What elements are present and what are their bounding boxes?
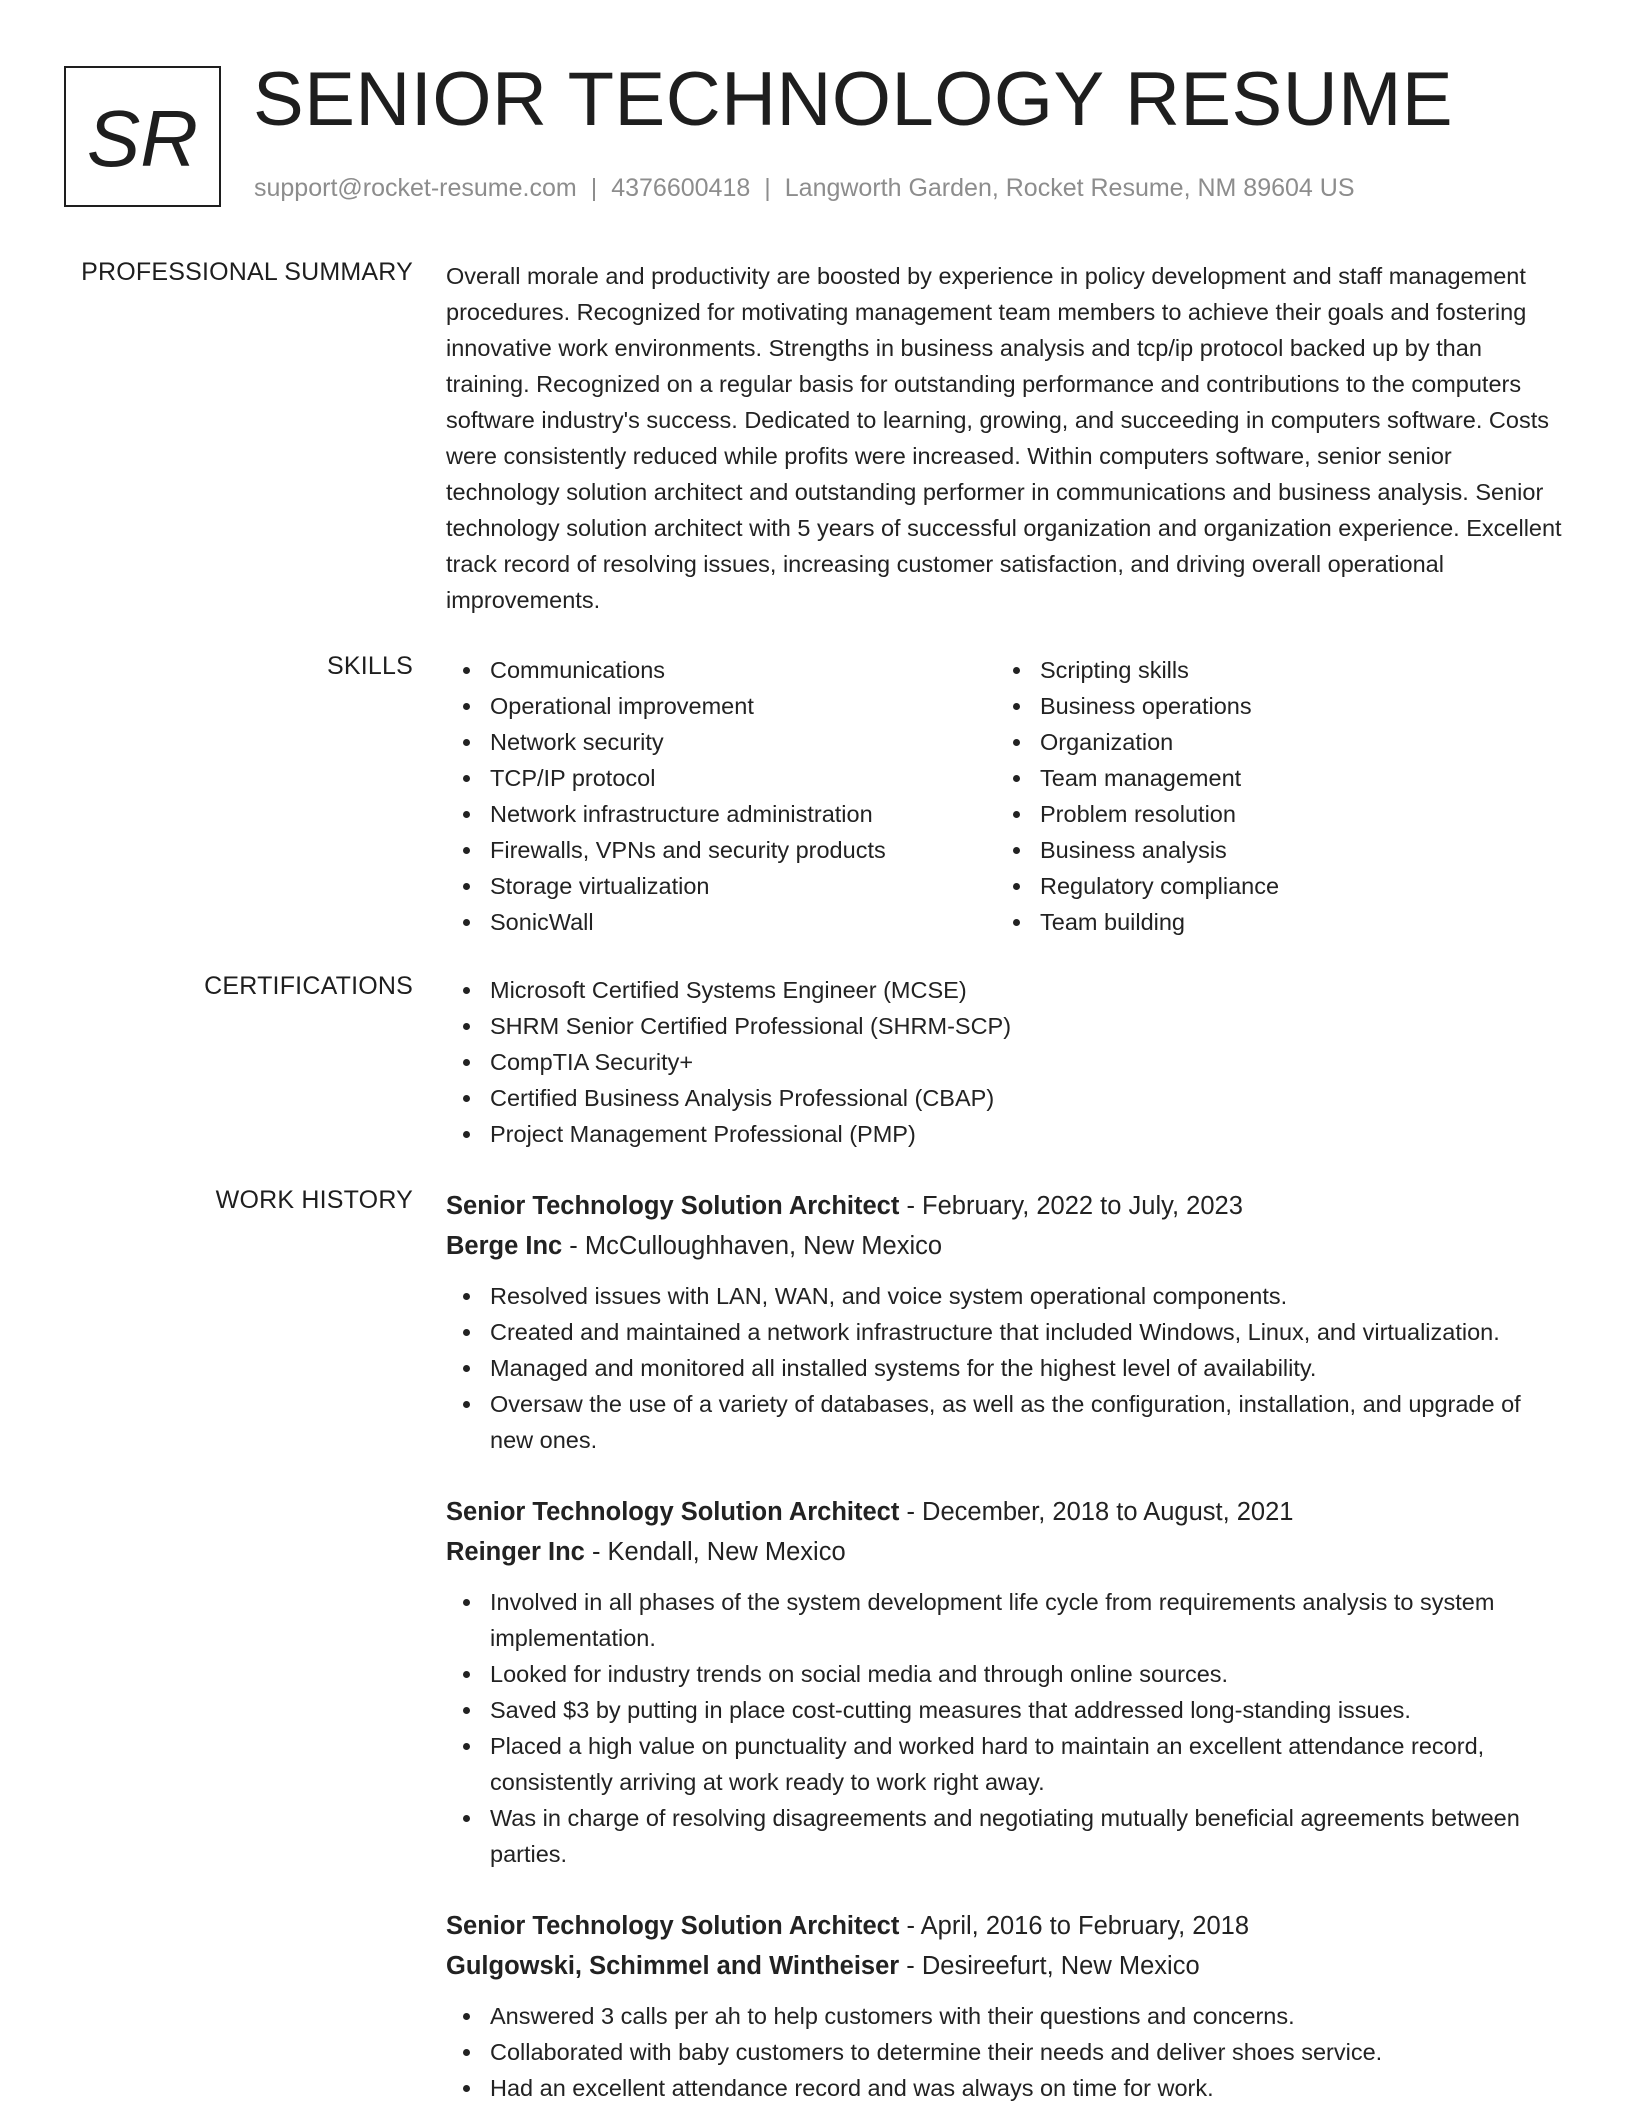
certification-item: SHRM Senior Certified Professional (SHRM-SCP) (446, 1008, 1566, 1044)
job-dates: December, 2018 to August, 2021 (922, 1498, 1294, 1526)
contact-separator: | (764, 174, 771, 202)
skill-item: Team building (996, 904, 1546, 940)
job-title-line: Senior Technology Solution Architect - December, 2018 to August, 2021 (446, 1498, 1294, 1526)
job-role: Senior Technology Solution Architect (446, 1498, 900, 1526)
certifications-list (446, 972, 1566, 1152)
job-bullets (446, 1584, 1566, 1872)
skill-item: Operational improvement (446, 688, 996, 724)
job-bullet: Involved in all phases of the system development life cycle from requirements analysis to system implementation. (446, 1584, 1566, 1656)
section-title-certifications: CERTIFICATIONS (204, 972, 413, 1000)
resume-title: SENIOR TECHNOLOGY RESUME (253, 57, 1454, 142)
job-bullet: Answered 3 calls per ah to help customers with their questions and concerns. (446, 1998, 1566, 2034)
job-company-line: Reinger Inc - Kendall, New Mexico (446, 1538, 846, 1566)
skill-item: Firewalls, VPNs and security products (446, 832, 996, 868)
job-bullet: Collaborated with baby customers to determine their needs and deliver shoes service. (446, 2034, 1566, 2070)
job-location: Desireefurt, New Mexico (921, 1952, 1200, 1980)
job-company-line: Gulgowski, Schimmel and Wintheiser - Desireefurt, New Mexico (446, 1952, 1200, 1980)
summary-text: Overall morale and productivity are boosted by experience in policy development and staff management procedures. Recognized for motivating management team members to achieve their goals and fostering innovative work environments. Strengths in business analysis and tcp/ip protocol backed up by than training. Recognized on a regular basis for outstanding performance and contributions to the computers software industry's success. Dedicated to learning, growing, and succeeding in computers software. Costs were consistently reduced while profits were increased. Within computers software, senior senior technology solution architect and outstanding performer in communications and business analysis. Senior technology solution architect with 5 years of successful organization and organization experience. Excellent track record of resolving issues, increasing customer satisfaction, and driving overall operational improvements. (446, 263, 1562, 613)
job-bullet: Saved $3 by putting in place cost-cutting measures that addressed long-standing issues. (446, 1692, 1566, 1728)
skill-item: Organization (996, 724, 1546, 760)
job-location: McCulloughhaven, New Mexico (584, 1232, 943, 1260)
skill-item: Business analysis (996, 832, 1546, 868)
job-title-line: Senior Technology Solution Architect - April, 2016 to February, 2018 (446, 1912, 1250, 1940)
skill-item: Problem resolution (996, 796, 1546, 832)
contact-separator: | (590, 174, 598, 202)
job-bullet: Resolved issues with LAN, WAN, and voice system operational components. (446, 1278, 1566, 1314)
skill-item: Communications (446, 652, 996, 688)
job-dates: February, 2022 to July, 2023 (922, 1192, 1243, 1220)
skill-item: Storage virtualization (446, 868, 996, 904)
skill-item: Team management (996, 760, 1546, 796)
job-role: Senior Technology Solution Architect (446, 1192, 900, 1220)
job-bullet: Managed and monitored all installed systems for the highest level of availability. (446, 1350, 1566, 1386)
certification-item: Certified Business Analysis Professional (CBAP) (446, 1080, 1566, 1116)
skills-list-right (996, 652, 1546, 940)
job-bullet: Looked for industry trends on social media and through online sources. (446, 1656, 1566, 1692)
job-dates: April, 2016 to February, 2018 (920, 1912, 1250, 1940)
job-bullets (446, 1278, 1566, 1458)
section-title-skills: SKILLS (327, 652, 413, 680)
skill-item: Regulatory compliance (996, 868, 1546, 904)
contact-address: Langworth Garden, Rocket Resume, NM 89604 US (784, 174, 1355, 202)
certification-item: Project Management Professional (PMP) (446, 1116, 1566, 1152)
job-company: Berge Inc (446, 1232, 563, 1260)
job-role: Senior Technology Solution Architect (446, 1912, 900, 1940)
section-title-work-history: WORK HISTORY (215, 1186, 413, 1214)
monogram-box (64, 66, 221, 207)
job-company: Gulgowski, Schimmel and Wintheiser (446, 1952, 900, 1980)
job-bullet: Had an excellent attendance record and was always on time for work. (446, 2070, 1566, 2106)
skill-item: Network infrastructure administration (446, 796, 996, 832)
skill-item: Network security (446, 724, 996, 760)
contact-line (254, 174, 1355, 203)
job-title-line: Senior Technology Solution Architect - February, 2022 to July, 2023 (446, 1192, 1243, 1220)
job-location: Kendall, New Mexico (607, 1538, 846, 1566)
skills-list-left (446, 652, 996, 940)
contact-email: support@rocket-resume.com (254, 174, 577, 202)
job-bullet: Oversaw the use of a variety of databases, as well as the configuration, installation, and upgrade of new ones. (446, 1386, 1566, 1458)
job-bullets (446, 1998, 1566, 2106)
certification-item: CompTIA Security+ (446, 1044, 1566, 1080)
job-company-line: Berge Inc - McCulloughhaven, New Mexico (446, 1232, 943, 1260)
certification-item: Microsoft Certified Systems Engineer (MCSE) (446, 972, 1566, 1008)
job-bullet: Was in charge of resolving disagreements and negotiating mutually beneficial agreements between parties. (446, 1800, 1566, 1872)
job-bullet: Placed a high value on punctuality and worked hard to maintain an excellent attendance record, consistently arriving at work ready to work right away. (446, 1728, 1566, 1800)
skill-item: Business operations (996, 688, 1546, 724)
monogram-initials: SR (86, 93, 199, 183)
section-title-summary: PROFESSIONAL SUMMARY (81, 258, 413, 286)
skill-item: Scripting skills (996, 652, 1546, 688)
skill-item: SonicWall (446, 904, 996, 940)
job-company: Reinger Inc (446, 1538, 585, 1566)
contact-phone: 4376600418 (611, 174, 751, 202)
job-bullet: Created and maintained a network infrastructure that included Windows, Linux, and virtualization. (446, 1314, 1566, 1350)
skill-item: TCP/IP protocol (446, 760, 996, 796)
